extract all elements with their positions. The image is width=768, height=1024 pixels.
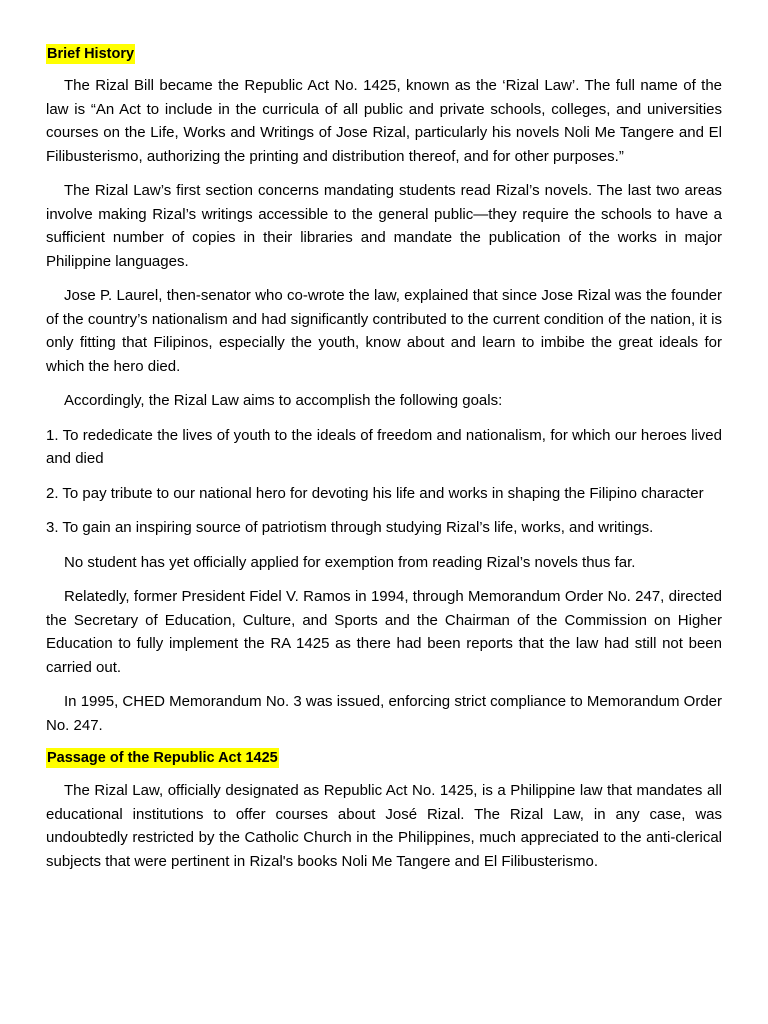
paragraph-no-exemption: No student has yet officially applied for exemption from reading Rizal’s novels thus far.: [64, 553, 636, 571]
section-heading-brief-history: Brief History: [47, 46, 135, 62]
paragraph-first-section: The Rizal Law’s first section concerns mandating students read Rizal’s novels. The last two areas involve making Rizal’s writings accessible to the general public—they require the schools to have a sufficient number of copies in their libraries and mandate the publication of the works in major Philippine languages.: [46, 182, 722, 270]
list-item-goal-2: 2. To pay tribute to our national hero for devoting his life and works in shaping the Filipino character: [46, 484, 704, 502]
paragraph-ramos: Relatedly, former President Fidel V. Ramos in 1994, through Memorandum Order No. 247, directed the Secretary of Education, Culture, and Sports and the Chairman of the Commission on Higher Education to fully implement the RA 1425 as there had been reports that the law had still not been carried out.: [46, 588, 722, 676]
paragraph-goals-intro: Accordingly, the Rizal Law aims to accomplish the following goals:: [64, 392, 503, 409]
section-heading-passage: Passage of the Republic Act 1425: [47, 750, 278, 766]
paragraph-ched: In 1995, CHED Memorandum No. 3 was issued, enforcing strict compliance to Memorandum Order No. 247.: [46, 693, 722, 734]
list-item-goal-3: 3. To gain an inspiring source of patriotism through studying Rizal’s life, works, and writings.: [46, 519, 654, 536]
paragraph-passage: The Rizal Law, officially designated as Republic Act No. 1425, is a Philippine law that mandates all educational institutions to offer courses about José Rizal. The Rizal Law, in any case, was undoubtedly restricted by the Catholic Church in the Philippines, much appreciated to the anti-clerical subjects that were pertinent in Rizal's books Noli Me Tangere and El Filibusterismo.: [46, 782, 722, 870]
document-page: [46, 44, 722, 873]
paragraph-laurel: Jose P. Laurel, then-senator who co-wrote the law, explained that since Jose Rizal was the founder of the country’s nationalism and had significantly contributed to the current condition of the nation, it is only fitting that Filipinos, especially the youth, know about and learn to imbibe the great ideals for which the hero died.: [46, 287, 722, 375]
list-item-goal-1: 1. To rededicate the lives of youth to the ideals of freedom and nationalism, for which our heroes lived and died: [46, 426, 722, 467]
paragraph-rizal-bill: The Rizal Bill became the Republic Act No. 1425, known as the ‘Rizal Law’. The full name of the law is “An Act to include in the curricula of all public and private schools, colleges, and universities courses on the Life, Works and Writings of Jose Rizal, particularly his novels Noli Me Tangere and El Filibusterismo, authorizing the printing and distribution thereof, and for other purposes.”: [46, 77, 722, 165]
